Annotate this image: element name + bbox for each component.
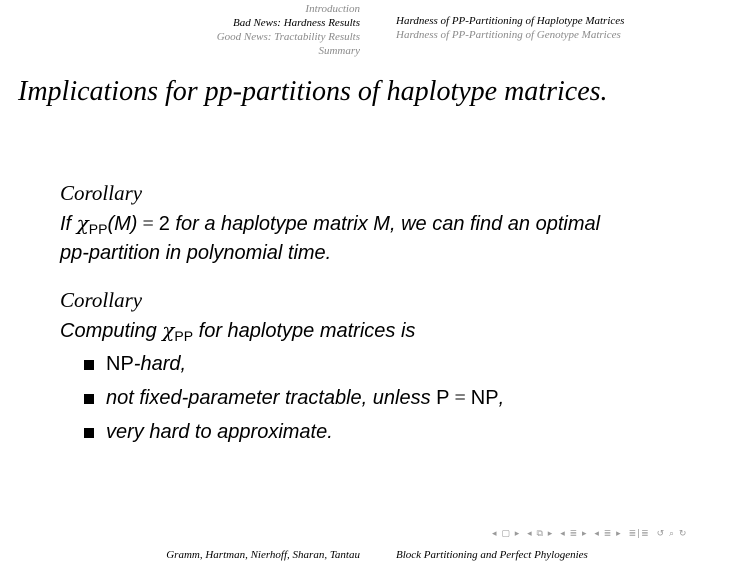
- chi-subscript: PP: [88, 221, 108, 237]
- bullet-square-icon: [84, 428, 94, 438]
- nav-section-good-news[interactable]: Good News: Tractability Results: [216, 31, 360, 43]
- np-text: NP: [470, 387, 499, 409]
- corollary-block-2: [60, 288, 740, 452]
- corollary-body: [60, 209, 740, 267]
- footer-authors: Gramm, Hartman, Nierhoff, Sharan, Tantau: [166, 549, 360, 561]
- chi-subscript: PP: [174, 328, 194, 344]
- np-text: NP: [106, 353, 134, 375]
- corollary-body: [60, 316, 740, 452]
- text-if: If: [60, 213, 77, 235]
- nav-section-bad-news[interactable]: Bad News: Hardness Results: [232, 17, 360, 29]
- frame-nav-icon[interactable]: ◂ ▢ ▸: [492, 529, 521, 539]
- corollary-line-2: pp-partition in polynomial time.: [60, 242, 332, 264]
- bullet-square-icon: [84, 394, 94, 404]
- footer-talk-title: Block Partitioning and Perfect Phylogenies: [396, 549, 588, 561]
- subsection-navigation: [396, 14, 624, 42]
- bullet-text: not fixed-parameter tractable, unless: [106, 387, 437, 409]
- section-navigation: [217, 2, 360, 58]
- nav-subsection-haplotype[interactable]: Hardness of PP-Partitioning of Haplotype Matrices: [396, 15, 625, 27]
- section-back-nav-icon[interactable]: ◂ ≣ ▸: [560, 529, 588, 539]
- bullet-text: very hard to approximate.: [106, 421, 333, 443]
- nav-section-introduction[interactable]: Introduction: [305, 3, 360, 15]
- chi-symbol: χ: [76, 211, 89, 235]
- section-forward-nav-icon[interactable]: ◂ ≣ ▸: [594, 529, 622, 539]
- corollary-intro: [60, 316, 740, 346]
- bullet-item: [60, 418, 740, 452]
- nav-subsection-genotype[interactable]: Hardness of PP-Partitioning of Genotype Matrices: [396, 29, 621, 41]
- equals-sign: =: [137, 213, 159, 235]
- navigation-symbols: [492, 529, 690, 539]
- frame-title: Implications for pp-partitions of haplotype matrices.: [18, 76, 608, 107]
- corollary-line: [60, 209, 740, 239]
- line1-rest: for a haplotype matrix M, we can find an optimal: [169, 213, 601, 235]
- bullet-list: [60, 350, 740, 452]
- bullet-item: [60, 384, 740, 418]
- value-two: 2: [158, 213, 170, 235]
- corollary-block-1: [60, 181, 740, 267]
- search-icon[interactable]: ↺ ⌕ ↻: [656, 529, 688, 539]
- p-text: P: [436, 387, 450, 409]
- subsection-nav-icon[interactable]: ◂ ⧉ ▸: [527, 529, 554, 539]
- corollary-title: Corollary: [60, 181, 143, 205]
- equals-sign: =: [449, 387, 471, 409]
- chi-symbol: χ: [162, 318, 175, 342]
- chi-argument: (M): [107, 213, 138, 235]
- intro-prefix: Computing: [60, 320, 163, 342]
- intro-suffix: for haplotype matrices is: [193, 320, 416, 342]
- nav-section-summary[interactable]: Summary: [318, 45, 360, 57]
- bullet-square-icon: [84, 360, 94, 370]
- align-icon[interactable]: ≣|≣: [628, 529, 650, 539]
- bullet-comma: ,: [498, 387, 505, 409]
- bullet-item: [60, 350, 740, 384]
- corollary-title: Corollary: [60, 288, 143, 312]
- bullet-text: -hard,: [133, 353, 187, 375]
